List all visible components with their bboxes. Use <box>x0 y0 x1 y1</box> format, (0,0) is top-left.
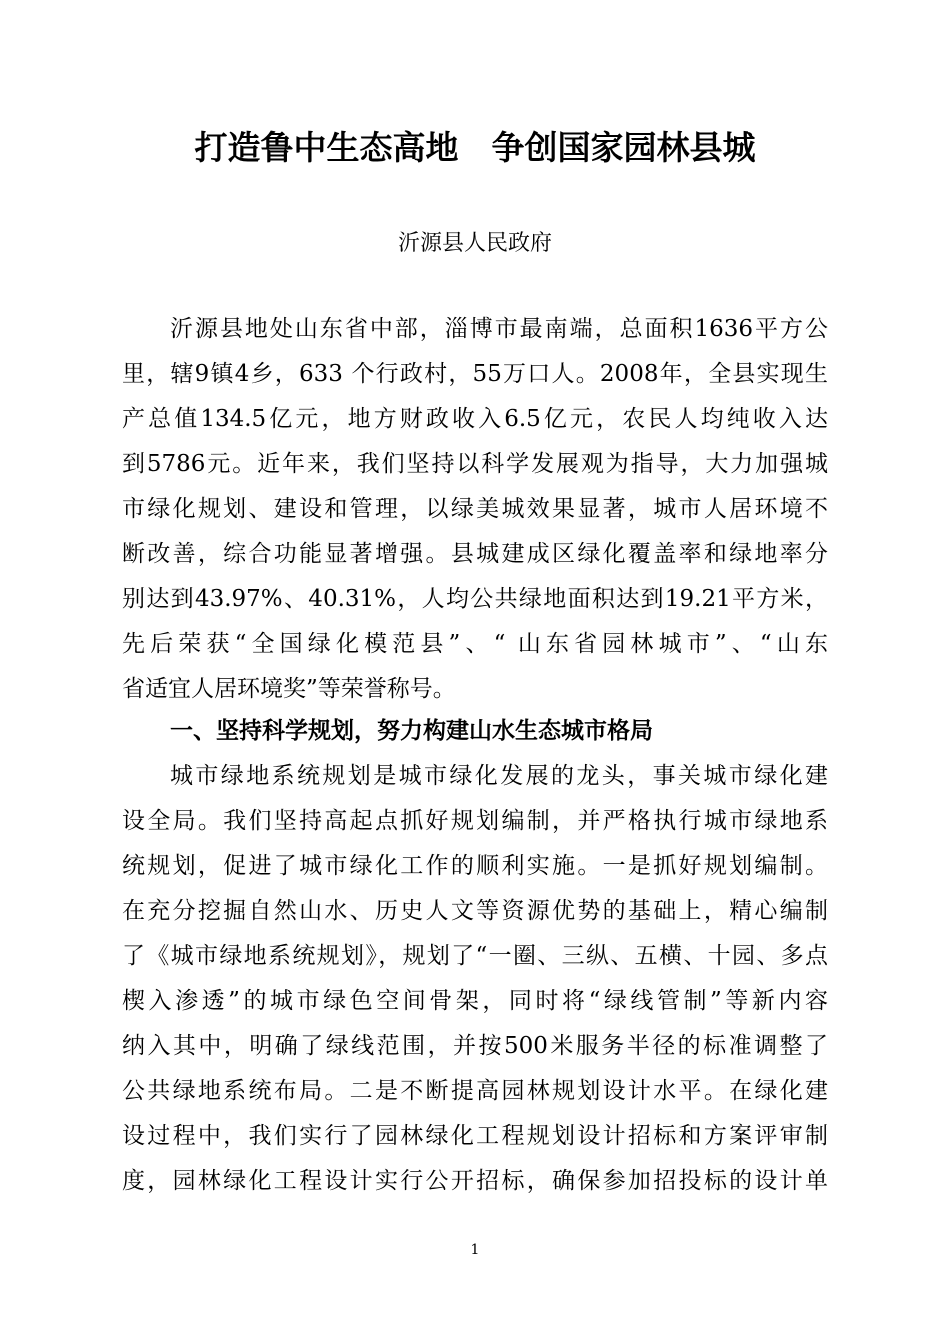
paragraph1-line: 断改善，综合功能显著增强。县城建成区绿化覆盖率和绿地率分 <box>122 541 828 567</box>
paragraph2-line: 城市绿地系统规划是城市绿化发展的龙头，事关城市绿化建 <box>170 763 828 789</box>
paragraph1-line: 产总值134.5亿元，地方财政收入6.5亿元，农民人均纯收入达 <box>122 406 828 432</box>
page-number: 1 <box>470 1242 480 1258</box>
paragraph2-line: 统规划，促进了城市绿化工作的顺利实施。一是抓好规划编制。 <box>122 853 828 879</box>
paragraph2-line: 楔入渗透”的城市绿色空间骨架，同时将“绿线管制”等新内容 <box>122 988 828 1014</box>
paragraph2-line: 纳入其中，明确了绿线范围，并按500米服务半径的标准调整了 <box>122 1033 828 1059</box>
document-author: 沂源县人民政府 <box>397 231 552 256</box>
paragraph1-line: 别达到43.97%、40.31%，人均公共绿地面积达到19.21平方米， <box>122 586 828 612</box>
paragraph1-line: 省适宜人居环境奖”等荣誉称号。 <box>122 676 456 702</box>
section-heading: 一、坚持科学规划，努力构建山水生态城市格局 <box>170 718 653 744</box>
paragraph2-line: 公共绿地系统布局。二是不断提高园林规划设计水平。在绿化建 <box>122 1078 828 1104</box>
document-title: 打造鲁中生态高地 争创国家园林县城 <box>194 128 756 167</box>
paragraph2-line: 了《城市绿地系统规划》，规划了“一圈、三纵、五横、十园、多点 <box>122 943 828 969</box>
paragraph1-line: 沂源县地处山东省中部，淄博市最南端，总面积1636平方公 <box>170 316 828 342</box>
paragraph2-line: 设全局。我们坚持高起点抓好规划编制，并严格执行城市绿地系 <box>122 808 828 834</box>
paragraph1-line: 市绿化规划、建设和管理，以绿美城效果显著，城市人居环境不 <box>122 496 828 522</box>
paragraph2-line: 在充分挖掘自然山水、历史人文等资源优势的基础上，精心编制 <box>122 898 828 924</box>
paragraph1-line: 里，辖9镇4乡，633 个行政村，55万口人。2008年，全县实现生 <box>122 361 828 387</box>
paragraph1-line: 先后荣获“全国绿化模范县”、“ 山东省园林城市”、“山东 <box>122 631 828 657</box>
paragraph2-line: 设过程中，我们实行了园林绿化工程规划设计招标和方案评审制 <box>122 1123 828 1149</box>
paragraph1-line: 到5786元。近年来，我们坚持以科学发展观为指导，大力加强城 <box>122 451 828 477</box>
paragraph2-line: 度，园林绿化工程设计实行公开招标，确保参加招投标的设计单 <box>122 1168 828 1194</box>
